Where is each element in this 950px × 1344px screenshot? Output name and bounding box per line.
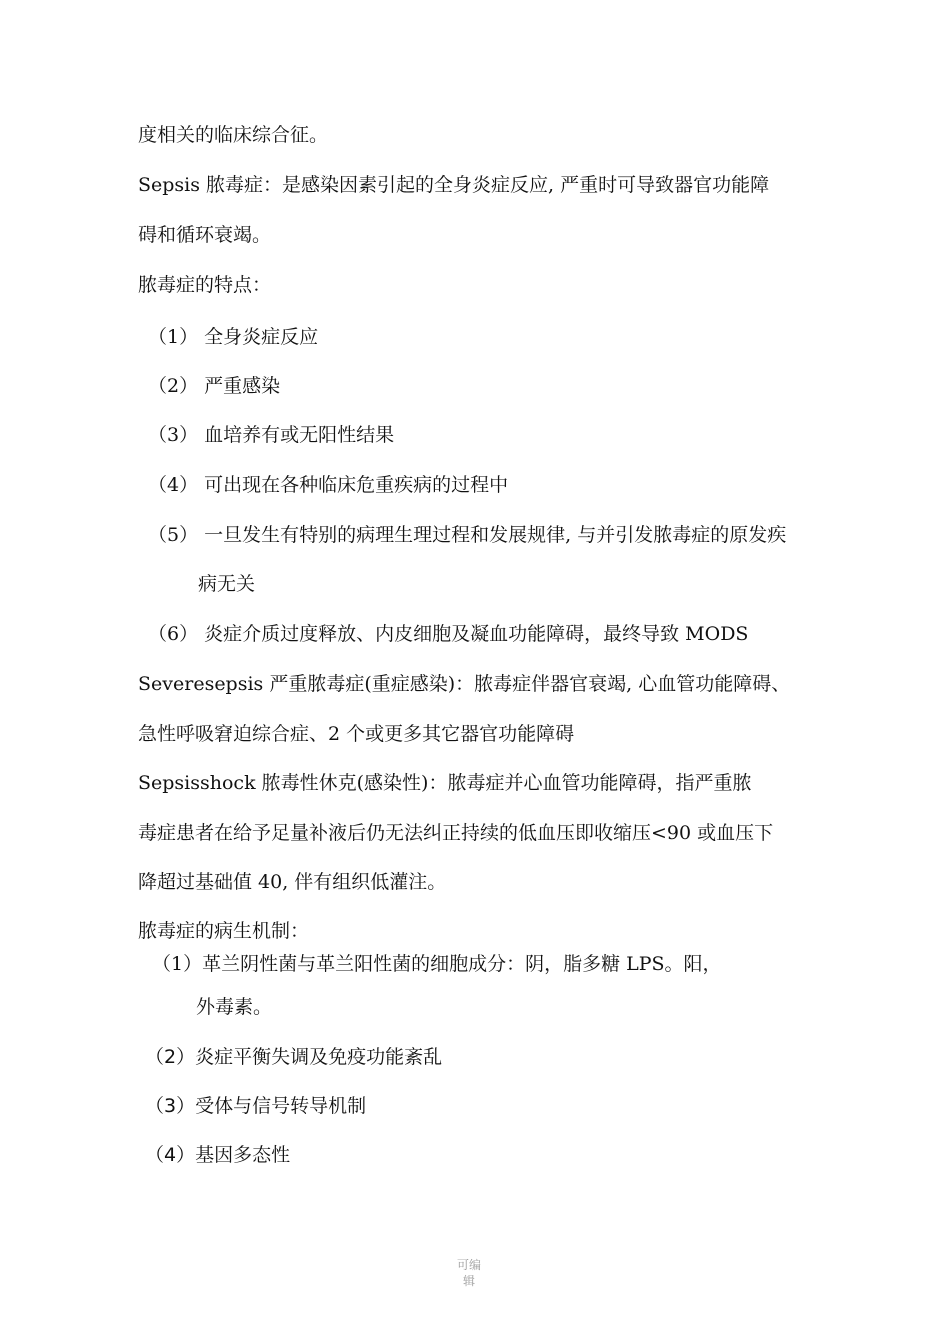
list-item-4: （4） 可出现在各种临床危重疾病的过程中 xyxy=(148,474,509,496)
mechanism-item-1-continued: 外毒素。 xyxy=(196,996,273,1018)
mechanism-item-1: （1）革兰阴性菌与革兰阳性菌的细胞成分：阴，脂多糖 LPS。阳， xyxy=(152,953,722,975)
text-line-4: 脓毒症的特点： xyxy=(138,274,272,296)
editable-watermark: 可编辑 xyxy=(456,1258,481,1288)
list-item-2: （2） 严重感染 xyxy=(148,375,281,397)
section-heading-pathogenesis: 脓毒症的病生机制： xyxy=(138,920,310,942)
list-item-5: （5） 一旦发生有特别的病理生理过程和发展规律, 与并引发脓毒症的原发疾 xyxy=(148,524,787,546)
text-line-severe-sepsis-continued: 急性呼吸窘迫综合症、2 个或更多其它器官功能障碍 xyxy=(138,723,575,745)
list-item-1: （1） 全身炎症反应 xyxy=(148,326,319,348)
text-line-septic-shock-continued-2: 降超过基础值 40, 伴有组织低灌注。 xyxy=(138,871,447,893)
text-line-septic-shock-continued-1: 毒症患者在给予足量补液后仍无法纠正持续的低血压即收缩压<90 或血压下 xyxy=(138,822,774,844)
text-line-septic-shock: Sepsisshock 脓毒性休克(感染性)：脓毒症并心血管功能障碍，指严重脓 xyxy=(138,772,752,794)
mechanism-item-2: （2）炎症平衡失调及免疫功能紊乱 xyxy=(145,1046,443,1068)
text-line-3: 碍和循环衰竭。 xyxy=(138,224,272,246)
text-line-2: Sepsis 脓毒症：是感染因素引起的全身炎症反应, 严重时可导致器官功能障 xyxy=(138,174,770,196)
list-item-3: （3） 血培养有或无阳性结果 xyxy=(148,424,395,446)
list-item-5-continued: 病无关 xyxy=(198,573,256,595)
text-line-1: 度相关的临床综合征。 xyxy=(138,124,329,146)
mechanism-item-3: （3）受体与信号转导机制 xyxy=(145,1095,367,1117)
list-item-6: （6） 炎症介质过度释放、内皮细胞及凝血功能障碍，最终导致 MODS xyxy=(148,623,749,645)
mechanism-item-4: （4）基因多态性 xyxy=(145,1144,291,1166)
text-line-severe-sepsis: Severesepsis 严重脓毒症(重症感染)：脓毒症伴器官衰竭, 心血管功能障碍、 xyxy=(138,673,791,695)
